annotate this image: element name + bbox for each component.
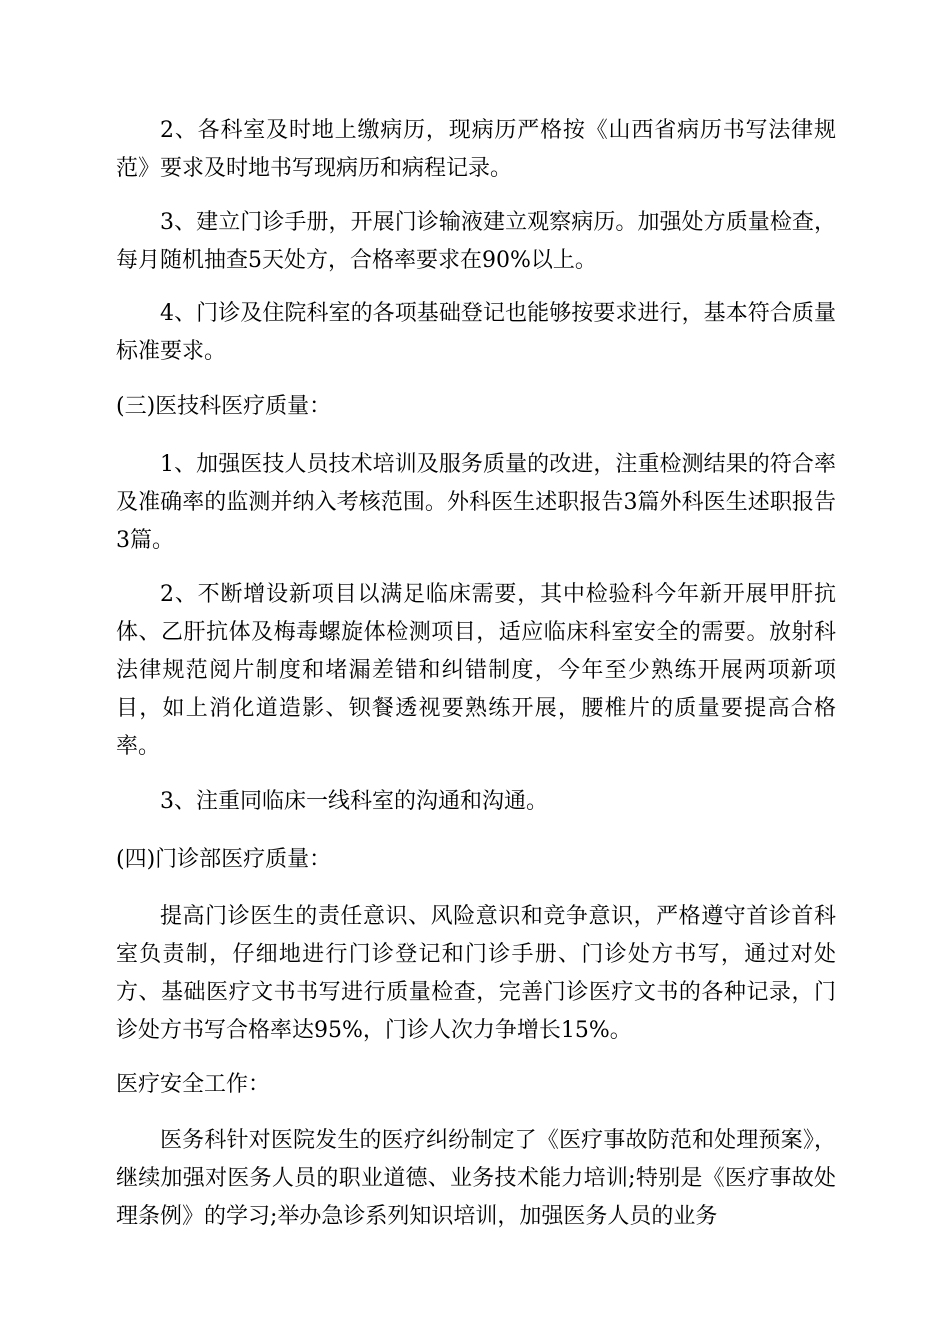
paragraph-new-projects: 2、不断增设新项目以满足临床需要，其中检验科今年新开展甲肝抗体、乙肝抗体及梅毒螺旋体检测项目，适应临床科室安全的需要。放射科法律规范阅片制度和堵漏差错和纠错制度，今年至少熟练开展两项新项目，如上消化道造影、钡餐透视要熟练开展，腰椎片的质量要提高合格率。 [116, 582, 836, 759]
paragraph-registration: 4、门诊及住院科室的各项基础登记也能够按要求进行，基本符合质量标准要求。 [116, 301, 836, 364]
section-heading-outpatient-quality: (四)门诊部医疗质量： [116, 847, 332, 872]
section-heading-medical-safety: 医疗安全工作： [116, 1072, 271, 1097]
paragraph-safety-plan: 医务科针对医院发生的医疗纠纷制定了《医疗事故防范和处理预案》，继续加强对医务人员的职业道德、业务技术能力培训;特别是《医疗事故处理条例》的学习;举办急诊系列知识培训，加强医务人员的业务 [116, 1128, 836, 1229]
paragraph-outpatient-responsibility: 提高门诊医生的责任意识、风险意识和竞争意识，严格遵守首诊首科室负责制，仔细地进行门诊登记和门诊手册、门诊处方书写，通过对处方、基础医疗文书书写进行质量检查，完善门诊医疗文书的各种记录，门诊处方书写合格率达95%，门诊人次力争增长15%。 [116, 904, 836, 1043]
paragraph-outpatient-handbook: 3、建立门诊手册，开展门诊输液建立观察病历。加强处方质量检查，每月随机抽查5天处方，合格率要求在90%以上。 [116, 210, 836, 273]
paragraph-communication: 3、注重同临床一线科室的沟通和沟通。 [160, 789, 548, 814]
section-heading-medtech-quality: (三)医技科医疗质量： [116, 394, 332, 419]
paragraph-medical-records: 2、各科室及时地上缴病历，现病历严格按《山西省病历书写法律规范》要求及时地书写现病历和病程记录。 [116, 118, 836, 181]
paragraph-medtech-training: 1、加强医技人员技术培训及服务质量的改进，注重检测结果的符合率及准确率的监测并纳入考核范围。外科医生述职报告3篇外科医生述职报告3篇。 [116, 452, 836, 553]
